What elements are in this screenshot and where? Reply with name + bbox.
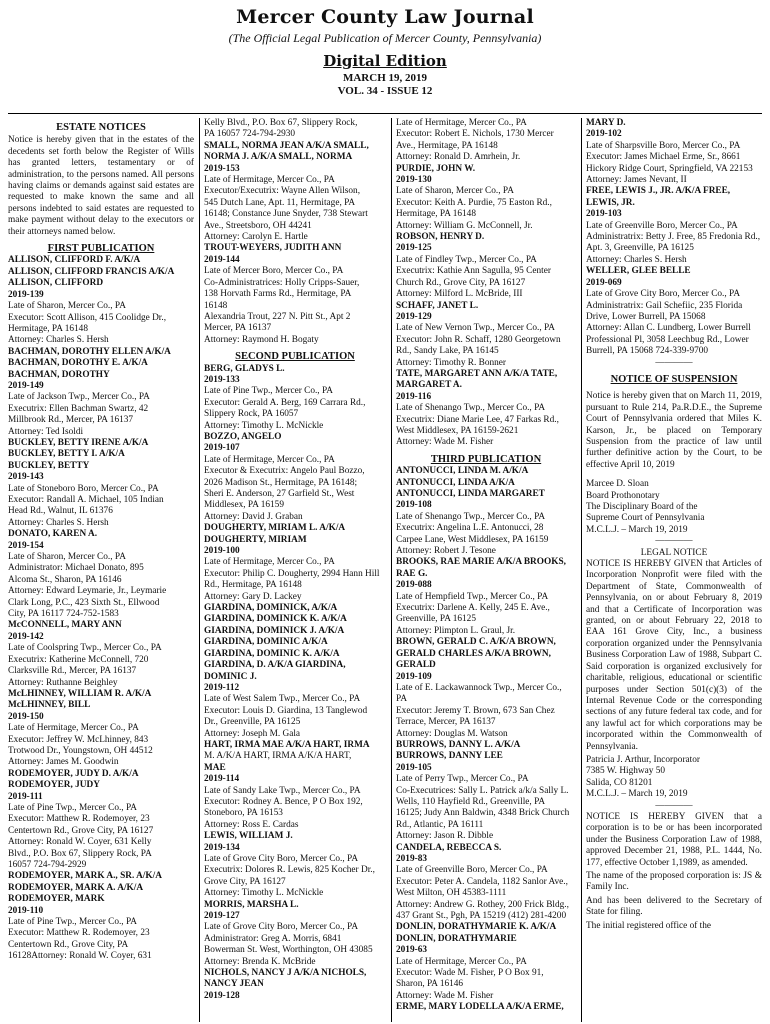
estate-list bbox=[8, 255, 194, 962]
text-line: Centertown Rd., Grove City, PA 16127 bbox=[8, 825, 154, 836]
text-line: Attorney: Charles S. Hersh bbox=[586, 254, 687, 265]
text-line: Attorney: Joseph M. Gala bbox=[204, 728, 301, 739]
text-line: Kelly Blvd., P.O. Box 67, Slippery Rock, bbox=[204, 118, 358, 128]
text-line: Executor: Peter A. Candela, 1182 Sanlor Ave., bbox=[396, 876, 568, 887]
text-line: Executor/Executrix: Wayne Allen Wilson, bbox=[204, 186, 361, 197]
text-line: Clark Long, P.C., 423 Sixth St., Ellwood bbox=[8, 597, 160, 608]
text-line: Carpee Lane, West Middlesex, PA 16159 bbox=[396, 534, 549, 545]
text-line: Church Rd., Grove City, PA 16127 bbox=[396, 277, 526, 288]
text-line: ANTONUCCI, LINDA A/K/A bbox=[396, 477, 515, 488]
text-line: GIARDINA, DOMINIC A/K/A bbox=[204, 637, 328, 648]
text-line: Late of Sharon, Mercer Co., PA bbox=[396, 186, 514, 197]
text-line: Late of Shenango Twp., Mercer Co., PA bbox=[396, 403, 546, 414]
text-line: MARGARET A. bbox=[396, 380, 462, 391]
text-line: Late of Hermitage, Mercer Co., PA bbox=[8, 723, 139, 734]
text-line: Executor: Scott Allison, 415 Coolidge Dr., bbox=[8, 312, 167, 323]
text-line: Centertown Rd., Grove City, PA bbox=[8, 939, 129, 950]
text-line: Ave., Streetsboro, OH 44241 bbox=[204, 220, 312, 231]
text-line: Attorney: Jason R. Dibble bbox=[396, 831, 494, 842]
text-line: WELLER, GLEE BELLE bbox=[586, 266, 691, 277]
text-line: BACHMAN, DOROTHY bbox=[8, 369, 110, 380]
text-line: Late of Stoneboro Boro, Mercer Co., PA bbox=[8, 483, 159, 494]
text-line: Late of Grove City Boro, Mercer Co., PA bbox=[204, 922, 359, 933]
text-line: Attorney: Plimpton L. Graul, Jr. bbox=[396, 625, 516, 636]
text-line: GIARDINA, DOMINICK, A/K/A bbox=[204, 603, 338, 614]
text-line: 2019-153 bbox=[204, 163, 240, 174]
text-line: Professional Pl, 3058 Leechbug Rd., Lower bbox=[586, 334, 749, 345]
text-line: Rd., Atlantic, PA 16111 bbox=[396, 819, 484, 830]
text-line: Late of Sharon, Mercer Co., PA bbox=[8, 552, 126, 563]
text-line: 2019-069 bbox=[586, 277, 622, 288]
text-line: Executor: Robert E. Nichols, 1730 Mercer bbox=[396, 129, 554, 140]
text-line: The Disciplinary Board of the bbox=[586, 502, 698, 512]
text-line: 2019-088 bbox=[396, 580, 432, 591]
text-line: DOMINIC J. bbox=[204, 671, 257, 682]
text-line: Executor: Rodney A. Bence, P O Box 192, bbox=[204, 796, 363, 807]
text-line: Head Rd., Walnut, IL 61376 bbox=[8, 506, 113, 517]
text-line: M.C.L.J. – March 19, 2019 bbox=[586, 524, 688, 535]
text-line: Middlesex, PA 16159 bbox=[204, 500, 284, 511]
text-line: Administratrix: Betty J. Free, 85 Fredonia Rd., bbox=[586, 232, 761, 243]
text-line: 2019-102 bbox=[586, 129, 622, 140]
estate-list bbox=[586, 118, 762, 358]
text-line: Attorney: Timothy L. McNickle bbox=[204, 888, 324, 899]
text-line: BURROWS, DANNY L. A/K/A bbox=[396, 739, 521, 750]
text-line: 2026 Madison St., Hermitage, PA 16148; bbox=[204, 477, 358, 488]
text-line: DOUGHERTY, MIRIAM bbox=[204, 534, 307, 545]
text-line: Alexandria Trout, 227 N. Pitt St., Apt 2 bbox=[204, 311, 351, 322]
first-publication-heading: FIRST PUBLICATION bbox=[47, 243, 155, 255]
text-line: Hermitage, PA 16148 bbox=[8, 323, 88, 334]
text-line: RODEMOYER, JUDY bbox=[8, 780, 100, 791]
corporation-notice-text: NOTICE IS HEREBY GIVEN that a corporation is to be or has been incorporated under the Business Corporation Law of 1988, approved December 21, 1988, P.L. 1444, No. 177, effective October 1,1989, as amended. bbox=[586, 811, 762, 868]
text-line: Mercer, PA 16137 bbox=[204, 323, 272, 334]
text-line: Late of West Salem Twp., Mercer Co., PA bbox=[204, 694, 361, 705]
text-line: BROOKS, RAE MARIE A/K/A BROOKS, bbox=[396, 557, 566, 568]
text-line: Executor: Matthew R. Rodemoyer, 23 bbox=[8, 928, 150, 939]
text-line: BACHMAN, DOROTHY ELLEN A/K/A bbox=[8, 346, 171, 357]
text-line: Late of Jackson Twp., Mercer Co., PA bbox=[8, 392, 150, 403]
text-line: Hickory Ridge Court, Springfield, VA 22153 bbox=[586, 163, 753, 174]
column-divider bbox=[581, 118, 582, 1022]
text-line: CANDELA, REBECCA S. bbox=[396, 842, 502, 853]
text-line: Executrix: Kathie Ann Sagulla, 95 Center bbox=[396, 266, 551, 277]
journal-subtitle: (The Official Legal Publication of Mercer County, Pennsylvania) bbox=[228, 31, 542, 45]
text-line: Executrix: Angelina L.E. Antonucci, 28 bbox=[396, 523, 544, 534]
text-line: Late of Coolspring Twp., Mercer Co., PA bbox=[8, 643, 162, 654]
legal-notice-heading: LEGAL NOTICE bbox=[640, 547, 708, 558]
text-line: 2019-114 bbox=[204, 774, 240, 785]
text-line: RODEMOYER, MARK bbox=[8, 894, 105, 905]
text-line: Late of Pine Twp., Mercer Co., PA bbox=[8, 917, 137, 928]
text-line: Late of New Vernon Twp., Mercer Co., PA bbox=[396, 323, 556, 334]
text-line: 2019-129 bbox=[396, 311, 432, 322]
text-line: Executrix: Dolores R. Lewis, 825 Kocher Dr., bbox=[204, 865, 375, 876]
text-line: 2019-103 bbox=[586, 209, 622, 220]
text-line: PURDIE, JOHN W. bbox=[396, 163, 476, 174]
text-line: Late of Hempfield Twp., Mercer Co., PA bbox=[396, 591, 549, 602]
text-line: Attorney: David J. Graban bbox=[204, 511, 303, 522]
text-line: Supreme Court of Pennsylvania bbox=[586, 513, 705, 524]
estate-list bbox=[204, 118, 386, 346]
text-line: GIARDINA, DOMINICK K. A/K/A bbox=[204, 614, 347, 625]
text-line: Drive, Lower Burrell, PA 15068 bbox=[586, 311, 706, 322]
text-line: Clarksville Rd., Mercer, PA 16137 bbox=[8, 666, 137, 677]
text-line: Attorney: Ronald W. Coyer, 631 Kelly bbox=[8, 837, 152, 848]
text-line: GIARDINA, DOMINIC K. A/K/A bbox=[204, 648, 340, 659]
text-line: Co-Administratrices: Holly Cripps-Sauer, bbox=[204, 277, 360, 288]
text-line: Late of Hermitage, Mercer Co., PA bbox=[396, 118, 527, 128]
text-line: M.C.L.J. – March 19, 2019 bbox=[586, 789, 688, 800]
text-line: LEWIS, JR. bbox=[586, 197, 635, 208]
text-line: Executor: James Michael Erme, Sr., 8661 bbox=[586, 152, 741, 163]
text-line: Attorney: Timothy R. Bonner bbox=[396, 357, 507, 368]
text-line: ALLISON, CLIFFORD F. A/K/A bbox=[8, 255, 141, 266]
text-line: Attorney: James M. Goodwin bbox=[8, 757, 119, 768]
text-line: GERALD bbox=[396, 660, 436, 671]
text-line: TROUT-WEYERS, JUDITH ANN bbox=[204, 243, 342, 254]
text-line: Attorney: Timothy L. McNickle bbox=[204, 420, 324, 431]
text-line: 16128Attorney: Ronald W. Coyer, 631 bbox=[8, 951, 152, 962]
text-line: Attorney: Ted Isoldi bbox=[8, 426, 84, 437]
text-line: Salida, CO 81201 bbox=[586, 777, 653, 788]
text-line: 16148; Constance June Snyder, 738 Stewart bbox=[204, 209, 368, 220]
edition-label: Digital Edition bbox=[323, 52, 447, 70]
text-line: BERG, GLADYS L. bbox=[204, 363, 285, 374]
text-line: Late of Greenville Boro, Mercer Co., PA bbox=[586, 220, 738, 231]
corporation-name-text: The name of the proposed corporation is: JS & Family Inc. bbox=[586, 871, 762, 893]
journal-title: Mercer County Law Journal bbox=[236, 6, 534, 28]
text-line: City, PA 16117 724-752-1583 bbox=[8, 609, 119, 620]
text-line: Administratrix: Gail Schefiic, 235 Florida bbox=[586, 300, 743, 311]
column-divider bbox=[199, 118, 200, 1022]
text-line: McLHINNEY, BILL bbox=[8, 700, 91, 711]
text-line: Executor: Wade M. Fisher, P O Box 91, bbox=[396, 968, 544, 979]
text-line: Executor: Louis D. Giardina, 13 Tanglewod bbox=[204, 705, 368, 716]
text-line: Blvd., P.O. Box 67, Slippery Rock, PA bbox=[8, 848, 152, 859]
text-line: ANTONUCCI, LINDA MARGARET bbox=[396, 489, 545, 499]
text-line: NICHOLS, NANCY J A/K/A NICHOLS, bbox=[204, 968, 367, 979]
text-line: DOUGHERTY, MIRIAM L. A/K/A bbox=[204, 523, 346, 534]
text-line: 2019-133 bbox=[204, 374, 240, 385]
text-line: 16057 724-794-2929 bbox=[8, 860, 87, 870]
text-line: NORMA J. A/K/A SMALL, NORMA bbox=[204, 152, 353, 163]
text-line: Attorney: Ross E. Cardas bbox=[204, 819, 299, 830]
text-line: Attorney: Carolyn E. Hartle bbox=[204, 232, 308, 243]
text-line: Late of Findley Twp., Mercer Co., PA bbox=[396, 254, 537, 265]
text-line: SCHAFF, JANET L. bbox=[396, 300, 479, 311]
text-line: NANCY JEAN bbox=[204, 979, 264, 990]
text-line: 2019-109 bbox=[396, 671, 432, 682]
text-line: Attorney: Wade M. Fisher bbox=[396, 437, 494, 448]
text-line: Rd., Sandy Lake, PA 16145 bbox=[396, 346, 499, 357]
text-line: BUCKLEY, BETTY bbox=[8, 460, 90, 471]
text-line: 2019-125 bbox=[396, 243, 432, 254]
text-line: BUCKLEY, BETTY IRENE A/K/A bbox=[8, 437, 149, 448]
text-line: 2019-149 bbox=[8, 380, 44, 391]
text-line: DONLIN, DORATHYMARIE K. A/K/A bbox=[396, 922, 557, 933]
text-line: HART, IRMA MAE A/K/A HART, IRMA bbox=[204, 739, 370, 750]
text-line: Alcoma St., Sharon, PA 16146 bbox=[8, 574, 122, 585]
text-line: MORRIS, MARSHA L. bbox=[204, 899, 299, 910]
text-line: Executor: Jeffrey W. McLhinney, 843 bbox=[8, 734, 149, 745]
text-line: 2019-107 bbox=[204, 443, 240, 454]
text-line: Executor: Matthew R. Rodemoyer, 23 bbox=[8, 814, 150, 825]
text-line: 2019-144 bbox=[204, 254, 240, 265]
text-line: BROWN, GERALD C. A/K/A BROWN, bbox=[396, 637, 556, 648]
text-line: 2019-116 bbox=[396, 391, 432, 402]
text-line: RODEMOYER, MARK A., SR. A/K/A bbox=[8, 871, 162, 882]
text-line: 2019-139 bbox=[8, 289, 44, 300]
text-line: Hermitage, PA 16148 bbox=[396, 209, 476, 220]
text-line: Late of Sandy Lake Twp., Mercer Co., PA bbox=[204, 785, 361, 796]
text-line: Executor: Keith A. Purdie, 75 Easton Rd., bbox=[396, 197, 552, 208]
column-1 bbox=[8, 118, 194, 1022]
corporation-delivery-text: And has been delivered to the Secretary of State for filing. bbox=[586, 895, 762, 918]
text-line: ANTONUCCI, LINDA M. A/K/A bbox=[396, 466, 529, 477]
text-line: Sheri E. Anderson, 27 Garfield St., West bbox=[204, 489, 355, 499]
text-line: Late of Greenville Boro, Mercer Co., PA bbox=[396, 865, 548, 876]
separator: ———— bbox=[655, 357, 693, 368]
text-line: GERALD CHARLES A/K/A BROWN, bbox=[396, 648, 551, 659]
text-line: 2019-110 bbox=[8, 905, 44, 916]
text-line: 2019-150 bbox=[8, 711, 44, 722]
text-line: Attorney: Charles S. Hersh bbox=[8, 517, 109, 528]
text-line: Attorney: Raymond H. Bogaty bbox=[204, 334, 319, 345]
text-line: ALLISON, CLIFFORD bbox=[8, 278, 104, 289]
text-line: Dr., Greenville, PA 16125 bbox=[204, 717, 301, 728]
third-publication-heading: THIRD PUBLICATION bbox=[430, 453, 542, 465]
text-line: 2019-112 bbox=[204, 682, 240, 693]
text-line: RAE G. bbox=[396, 568, 428, 579]
text-line: West Middlesex, PA 16159-2621 bbox=[396, 425, 519, 436]
text-line: Executor: Philip C. Dougherty, 2994 Hann Hill bbox=[204, 568, 380, 579]
legal-notice-signature bbox=[586, 755, 762, 801]
masthead bbox=[0, 0, 770, 98]
text-line: Executrix: Ellen Bachman Swartz, 42 bbox=[8, 403, 149, 414]
text-line: Attorney: Ruthanne Beighley bbox=[8, 677, 118, 688]
text-line: Executrix: Darlene A. Kelly, 245 E. Ave., bbox=[396, 603, 550, 614]
text-line: 2019-105 bbox=[396, 762, 432, 773]
text-line: Millbrook Rd., Mercer, PA 16137 bbox=[8, 415, 134, 426]
separator: ———— bbox=[655, 800, 693, 811]
text-line: Attorney: Douglas M. Watson bbox=[396, 728, 508, 739]
estate-notices-intro: Notice is hereby given that in the estates of the decedents set forth below the Register of Wills has granted letters, testamentary or of administration, to the persons named. All persons having claims or demands against said estates are requested to make known the same and all persons indebted to said estates are requested to make payment without delay to the executors or their attorneys named below. bbox=[8, 135, 194, 237]
text-line: Executor: John R. Schaff, 1280 Georgetown bbox=[396, 334, 561, 345]
text-line: 2019-128 bbox=[204, 990, 240, 1001]
text-line: Late of Mercer Boro, Mercer Co., PA bbox=[204, 266, 344, 277]
text-line: Grove City, PA 16127 bbox=[204, 876, 286, 887]
text-line: 7385 W. Highway 50 bbox=[586, 766, 666, 777]
text-line: Co-Executrices: Sally L. Patrick a/k/a Sally L. bbox=[396, 785, 569, 796]
text-line: Executrix: Diane Marie Lee, 47 Farkas Rd., bbox=[396, 414, 559, 425]
text-line: 2019-127 bbox=[204, 911, 240, 922]
text-line: FREE, LEWIS J., JR. A/K/A FREE, bbox=[586, 186, 731, 197]
text-line: GIARDINA, DOMINICK J. A/K/A bbox=[204, 625, 345, 636]
text-line: Executrix: Katherine McConnell, 720 bbox=[8, 654, 149, 665]
text-line: LEWIS, WILLIAM J. bbox=[204, 831, 293, 842]
text-line: PA 16057 724-794-2930 bbox=[204, 129, 296, 140]
text-line: Rd., Hermitage, PA 16148 bbox=[204, 580, 302, 591]
text-line: 16125; Judy Ann Baldwin, 4348 Brick Church bbox=[396, 808, 570, 819]
estate-list bbox=[204, 364, 386, 1003]
suspension-signature bbox=[586, 479, 762, 536]
text-line: 2019-134 bbox=[204, 842, 240, 853]
text-line: BURROWS, DANNY LEE bbox=[396, 751, 503, 762]
text-line: Attorney: William G. McConnell, Jr. bbox=[396, 220, 533, 231]
column-4 bbox=[586, 118, 762, 1022]
column-3 bbox=[396, 118, 576, 1022]
second-publication-heading: SECOND PUBLICATION bbox=[235, 351, 355, 363]
text-line: Ave., Hermitage, PA 16148 bbox=[396, 140, 498, 151]
text-line: Terrace, Mercer, PA 16137 bbox=[396, 717, 496, 728]
text-line: Attorney: Ronald D. Amrhein, Jr. bbox=[396, 152, 521, 163]
text-line: Late of Hermitage, Mercer Co., PA bbox=[204, 454, 335, 465]
text-line: McCONNELL, MARY ANN bbox=[8, 620, 122, 631]
text-line: Late of Pine Twp., Mercer Co., PA bbox=[8, 802, 137, 813]
legal-notice-text: NOTICE IS HEREBY GIVEN that Articles of Incorporation Nonprofit were filed with the Department of State, Commonwealth of Pennsylvania, on or about February 8, 2019 and that a Certificate of Incorporation was granted, on or about February 22, 2018 to EAA 161 Grove City, Inc., a business corporation organized under the Pennsylvania Business Corporation Law of 1988, Subpart C. Said corporation is organized exclusively for charitable, religious, educational or scientific purposes under Section 501(c)(3) of the Internal Revenue Code or the corresponding sections of any future federal tax code, and for any lawful act for which corporations may be incorporated within the Commonwealth of Pennsylvania. bbox=[586, 559, 762, 752]
text-line: 437 Grant St., Pgh, PA 15219 (412) 281-4200 bbox=[396, 911, 567, 922]
text-line: Stoneboro, PA 16153 bbox=[204, 808, 283, 819]
text-line: Wells, 110 Hayfield Rd., Greenville, PA bbox=[396, 796, 546, 807]
issue-date: MARCH 19, 2019 bbox=[342, 72, 428, 84]
text-line: Burrell, PA 15068 724-339-9700 bbox=[586, 346, 709, 357]
text-line: Late of Hermitage, Mercer Co., PA bbox=[204, 175, 335, 186]
text-line: Sharon, PA 16146 bbox=[396, 979, 464, 990]
text-line: Attorney: Edward Leymarie, Jr., Leymarie bbox=[8, 586, 167, 597]
text-line: MARY D. bbox=[586, 118, 626, 128]
text-line: RODEMOYER, JUDY D. A/K/A bbox=[8, 768, 139, 779]
text-line: Late of Grove City Boro, Mercer Co., PA bbox=[586, 289, 741, 300]
column-2 bbox=[204, 118, 386, 1022]
text-line: 2019-130 bbox=[396, 175, 432, 186]
text-line: Attorney: Wade M. Fisher bbox=[396, 990, 494, 1001]
text-line: 2019-143 bbox=[8, 472, 44, 483]
text-line: ERME, MARY LODELLA A/K/A ERME, bbox=[396, 1002, 564, 1013]
issue-volume: VOL. 34 - ISSUE 12 bbox=[337, 85, 433, 97]
text-line: Attorney: Andrew G. Rothey, 200 Frick Bldg., bbox=[396, 899, 569, 910]
estate-list bbox=[396, 466, 576, 1014]
estate-notices-heading: ESTATE NOTICES bbox=[56, 122, 146, 133]
text-line: 16148 bbox=[204, 300, 228, 311]
text-line: BUCKLEY, BETTY I. A/K/A bbox=[8, 449, 125, 460]
text-line: Administrator: Michael Donato, 895 bbox=[8, 563, 144, 574]
text-line: Attorney: Allan C. Lundberg, Lower Burrell bbox=[586, 323, 751, 334]
text-line: DONLIN, DORATHYMARIE bbox=[396, 933, 517, 944]
text-line: McLHINNEY, WILLIAM R. A/K/A bbox=[8, 688, 152, 699]
text-line: Attorney: Robert J. Tesone bbox=[396, 546, 496, 557]
text-line: West Milton, OH 45383-1111 bbox=[396, 888, 507, 899]
suspension-text: Notice is hereby given that on March 11, 2019, pursuant to Rule 214, Pa.R.D.E., the Supreme Court of Pennsylvania ordered that Miles K. Karson, Jr., be placed on Temporary Suspension from the practice of law until further definitive action by the Court, to be effective April 10, 2019 bbox=[586, 391, 762, 470]
text-line: Greenville, PA 16125 bbox=[396, 614, 476, 625]
text-line: Late of Sharpsville Boro, Mercer Co., PA bbox=[586, 140, 741, 151]
text-line: BACHMAN, DOROTHY E. A/K/A bbox=[8, 358, 148, 369]
text-line: Administrator: Greg A. Morris, 6841 bbox=[204, 933, 342, 944]
text-line: Attorney: Brenda K. McBride bbox=[204, 956, 316, 967]
text-line: SMALL, NORMA JEAN A/K/A SMALL, bbox=[204, 140, 369, 151]
text-line: MAE bbox=[204, 762, 226, 773]
text-line: Late of E. Lackawannock Twp., Mercer Co., bbox=[396, 682, 562, 693]
column-divider bbox=[391, 118, 392, 1022]
text-line: Attorney: Milford L. McBride, III bbox=[396, 289, 523, 300]
text-line: Trotwood Dr., Youngstown, OH 44512 bbox=[8, 745, 153, 756]
text-line: 2019-83 bbox=[396, 854, 427, 864]
text-line: Attorney: Charles S. Hersh bbox=[8, 335, 109, 346]
text-line: PA bbox=[396, 694, 408, 705]
header-divider bbox=[8, 113, 762, 114]
text-line: DONATO, KAREN A. bbox=[8, 529, 98, 540]
text-line: Late of Pine Twp., Mercer Co., PA bbox=[204, 386, 333, 397]
text-line: Apt. 3, Greenville, PA 16125 bbox=[586, 243, 694, 254]
text-line: 2019-100 bbox=[204, 546, 240, 557]
text-line: Executor & Executrix: Angelo Paul Bozzo, bbox=[204, 466, 365, 477]
text-line: Attorney: Gary D. Lackey bbox=[204, 591, 302, 602]
text-line: TATE, MARGARET ANN A/K/A TATE, bbox=[396, 368, 558, 379]
text-line: 2019-154 bbox=[8, 540, 44, 551]
text-line: BOZZO, ANGELO bbox=[204, 431, 282, 442]
text-line: Executor: Jeremy T. Brown, 673 San Chez bbox=[396, 705, 555, 716]
text-line: ALLISON, CLIFFORD FRANCIS A/K/A bbox=[8, 266, 175, 277]
text-line: 2019-142 bbox=[8, 631, 44, 642]
text-line: 545 Dutch Lane, Apt. 11, Hermitage, PA bbox=[204, 197, 356, 208]
text-line: GIARDINA, D. A/K/A GIARDINA, bbox=[204, 660, 346, 671]
text-line: Late of Hermitage, Mercer Co., PA bbox=[204, 557, 335, 568]
columns bbox=[8, 118, 762, 1022]
separator: ———— bbox=[655, 536, 693, 547]
text-line: Slippery Rock, PA 16057 bbox=[204, 409, 299, 420]
text-line: ROBSON, HENRY D. bbox=[396, 232, 485, 243]
text-line: Late of Perry Twp., Mercer Co., PA bbox=[396, 774, 529, 785]
text-line: Executor: Randall A. Michael, 105 Indian bbox=[8, 495, 164, 505]
text-line: Late of Sharon, Mercer Co., PA bbox=[8, 301, 126, 312]
text-line: 138 Horvath Farms Rd., Hermitage, PA bbox=[204, 289, 352, 300]
text-line: Late of Grove City Boro, Mercer Co., PA bbox=[204, 854, 359, 864]
suspension-heading: NOTICE OF SUSPENSION bbox=[610, 373, 738, 385]
text-line: Attorney: James Nevant, II bbox=[586, 175, 687, 186]
text-line: 2019-108 bbox=[396, 500, 432, 511]
text-line: 2019-111 bbox=[8, 791, 43, 802]
text-line: Executor: Gerald A. Berg, 169 Carrara Rd., bbox=[204, 397, 366, 408]
text-line: 2019-63 bbox=[396, 945, 427, 956]
text-line: Board Prothonotary bbox=[586, 490, 660, 501]
text-line: Late of Hermitage, Mercer Co., PA bbox=[396, 956, 527, 967]
estate-list bbox=[396, 118, 576, 449]
text-line: M. A/K/A HART, IRMA A/K/A HART, bbox=[204, 751, 352, 762]
text-line: RODEMOYER, MARK A. A/K/A bbox=[8, 882, 144, 893]
text-line: Marcee D. Sloan bbox=[586, 479, 649, 490]
text-line: Bowerman St. West, Worthington, OH 43085 bbox=[204, 945, 373, 956]
corporation-office-text: The initial registered office of the bbox=[586, 920, 712, 931]
text-line: Patricia J. Arthur, Incorporator bbox=[586, 754, 700, 765]
text-line: Late of Shenango Twp., Mercer Co., PA bbox=[396, 511, 546, 522]
